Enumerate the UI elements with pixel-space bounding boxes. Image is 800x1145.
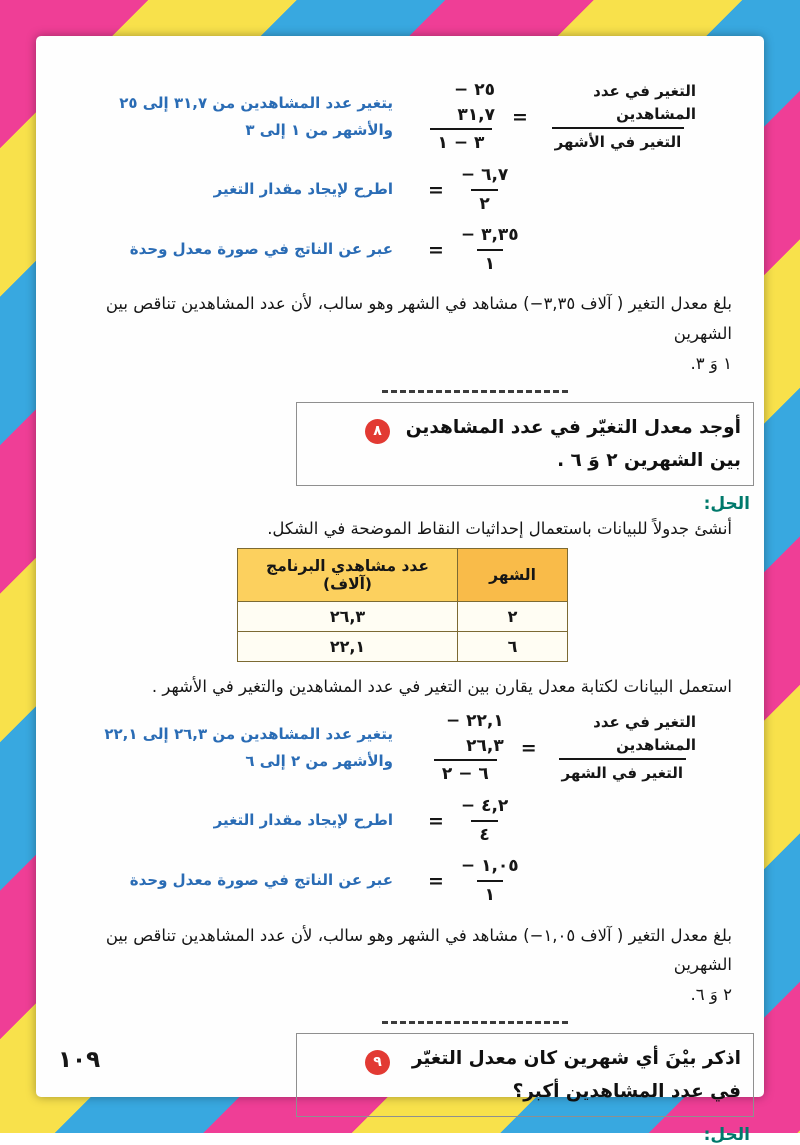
negative-rate-value: (−٣,٣٥‎ آلاف ) <box>523 294 624 314</box>
step-annotation <box>130 236 393 263</box>
annotation-line: يتغير عدد المشاهدين من ٢٦,٣ إلى ٢٢,١ <box>104 725 393 744</box>
number-fraction <box>453 163 516 216</box>
viewers-table <box>237 548 568 662</box>
fraction-denominator: ٦ − ٢ <box>434 759 497 787</box>
word-fraction-denominator: التغير في الأشهر <box>552 127 685 154</box>
annotation-line: يتغير عدد المشاهدين من ٣١,٧ إلى ٢٥ <box>119 93 393 112</box>
annotation-line: والأشهر من ٢ إلى ٦ <box>245 752 393 771</box>
annotation-line: عبر عن الناتج في صورة معدل وحدة <box>129 240 393 259</box>
number-fraction <box>419 78 503 156</box>
step-annotation <box>104 721 393 775</box>
conclusion-line: ١ وَ ٣. <box>690 353 732 373</box>
fraction-denominator: ٤ <box>471 820 497 848</box>
conclusion-paragraph-2 <box>64 921 732 1010</box>
word-fraction-denominator: التغير في الشهر <box>559 758 687 785</box>
page-content <box>36 36 764 1145</box>
equation-step-row <box>64 794 699 847</box>
fraction-denominator: ١ <box>477 249 503 277</box>
step-annotation <box>214 807 393 834</box>
annotation-line: اطرح لإيجاد مقدار التغير <box>213 180 393 199</box>
word-fraction <box>537 80 699 154</box>
conclusion-line: ٢ وَ ٦. <box>690 985 732 1004</box>
fraction-denominator: ٢ <box>471 189 497 217</box>
page-sheet <box>36 36 764 1145</box>
equals-sign: = <box>428 178 444 201</box>
table-row <box>238 632 568 662</box>
fraction-numerator: − ١,٠٥ <box>460 856 519 877</box>
annotation-line: عبر عن الناتج في صورة معدل وحدة <box>129 871 393 890</box>
annotation-line: اطرح لإيجاد مقدار التغير <box>213 811 393 830</box>
fraction-numerator: − ٤,٢ <box>460 796 509 817</box>
equation-step-row <box>64 163 699 216</box>
conclusion-text: مشاهد في الشهر وهو سالب، لأن عدد المشاهدين تناقص بين الشهرين <box>105 294 732 344</box>
conclusion-text: بلغ معدل التغير <box>628 925 732 945</box>
equation-step-row <box>64 854 699 907</box>
fraction-numerator: − ٣,٣٥ <box>460 225 519 246</box>
after-table-text: استعمل البيانات لكتابة معدل يقارن بين التغير في عدد المشاهدين والتغير في الأشهر . <box>151 677 732 697</box>
solution-label: الحل: <box>703 1125 750 1145</box>
dashed-separator <box>382 1021 568 1024</box>
equation-math <box>419 794 699 847</box>
solution-intro-text: أنشئ جدولاً للبيانات باستعمال إحداثيات النقاط الموضحة في الشكل. <box>267 519 732 539</box>
cell-month: ٢ <box>458 602 568 632</box>
question-8-number-badge: ٨ <box>365 419 390 444</box>
question-9-text: اذكر بيْنَ أي شهرين كان معدل التغيّر في عدد المشاهدين أكبر؟ <box>411 1047 741 1102</box>
cell-month: ٦ <box>458 632 568 662</box>
equation-math <box>419 78 699 156</box>
equals-sign: = <box>511 105 528 128</box>
table-header-month: الشهر <box>458 549 568 602</box>
negative-rate-value: (−١,٠٥‎ آلاف ) <box>523 925 624 945</box>
conclusion-line <box>64 921 732 980</box>
number-fraction <box>453 854 527 907</box>
table-header-viewers: عدد مشاهدي البرنامج (آلاف) <box>238 549 458 602</box>
word-fraction-numerator: التغير في عدد المشاهدين <box>593 713 696 754</box>
equation-step-row <box>64 709 699 787</box>
question-8-box <box>296 402 754 487</box>
equation-step-row <box>64 223 699 276</box>
annotation-line: والأشهر من ١ إلى ٣ <box>245 120 393 139</box>
equals-sign: = <box>428 238 444 261</box>
conclusion-paragraph-1 <box>64 289 732 378</box>
step-annotation <box>130 867 393 894</box>
conclusion-line <box>64 289 732 348</box>
table-header-row <box>238 549 568 602</box>
fraction-denominator: ١ <box>477 880 503 908</box>
fraction-numerator: − ٦,٧ <box>460 164 509 185</box>
equation-math <box>419 163 699 216</box>
conclusion-text: بلغ معدل التغير <box>628 294 732 314</box>
dashed-separator <box>382 390 568 393</box>
step-annotation <box>119 90 393 144</box>
rate-equation-block-1 <box>64 78 699 276</box>
equals-sign: = <box>520 737 537 760</box>
step-annotation <box>214 176 393 203</box>
fraction-numerator: ٢٥ − ٣١,٧ <box>454 80 495 125</box>
question-9-number-badge: ٩ <box>365 1050 390 1075</box>
number-fraction <box>453 794 516 847</box>
fraction-numerator: ٢٢,١ − ٢٦,٣ <box>445 711 504 756</box>
number-fraction <box>419 709 512 787</box>
number-fraction <box>453 223 527 276</box>
equation-math <box>419 854 699 907</box>
conclusion-text: مشاهد في الشهر وهو سالب، لأن عدد المشاهدين تناقص بين الشهرين <box>105 925 732 975</box>
fraction-denominator: ٣ − ١ <box>430 128 493 156</box>
equation-math <box>419 223 699 276</box>
table-row <box>238 602 568 632</box>
cell-viewers: ٢٢,١ <box>238 632 458 662</box>
equation-step-row <box>64 78 699 156</box>
question-8-text: أوجد معدل التغيّر في عدد المشاهدين بين الشهرين ٢ وَ ٦ . <box>405 416 741 471</box>
equals-sign: = <box>428 869 444 892</box>
equation-math <box>419 709 699 787</box>
cell-viewers: ٢٦,٣ <box>238 602 458 632</box>
word-fraction <box>546 711 699 785</box>
rate-equation-block-2 <box>64 709 699 907</box>
page-number: ١٠٩ <box>58 1047 101 1073</box>
word-fraction-numerator: التغير في عدد المشاهدين <box>593 82 696 123</box>
equals-sign: = <box>428 809 444 832</box>
solution-label: الحل: <box>703 494 750 515</box>
question-9-box <box>296 1033 754 1118</box>
